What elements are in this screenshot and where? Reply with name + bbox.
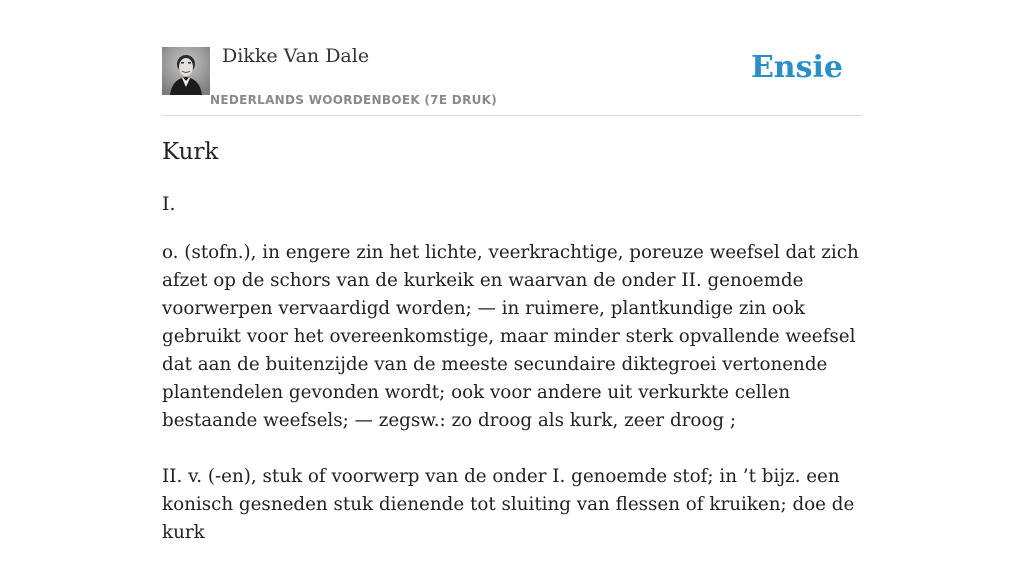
definition-paragraph: II. v. (-en), stuk of voorwerp van de onder I. genoemde stof; in ’t bijz. een konisch gesneden stuk dienende tot sluiting van flessen of kruiken; doe de kurk	[162, 466, 855, 543]
entry-title: Kurk	[162, 139, 219, 165]
section-label: I.	[162, 193, 176, 215]
author-name[interactable]: Dikke Van Dale	[222, 45, 370, 67]
entry-body	[162, 239, 862, 575]
author-avatar[interactable]	[162, 47, 210, 95]
source-title[interactable]: NEDERLANDS WOORDENBOEK (7E DRUK)	[210, 93, 498, 107]
brand-logo[interactable]: Ensie	[750, 50, 843, 85]
definition-paragraph: o. (stofn.), in engere zin het lichte, veerkrachtige, poreuze weefsel dat zich afzet op de schors van de kurkeik en waarvan de onder II. genoemde voorwerpen vervaardigd worden; — in ruimere, plantkundige zin ook gebruikt voor het overeenkomstige, maar minder sterk opvallende weefsel dat aan de buitenzijde van de meeste secundaire diktegroei vertonende plantendelen gevonden wordt; ook voor andere uit verkurkte cellen bestaande weefsels; — zegsw.: zo droog als kurk, zeer droog ;	[162, 242, 859, 431]
portrait-icon	[162, 47, 210, 95]
header	[162, 0, 862, 116]
